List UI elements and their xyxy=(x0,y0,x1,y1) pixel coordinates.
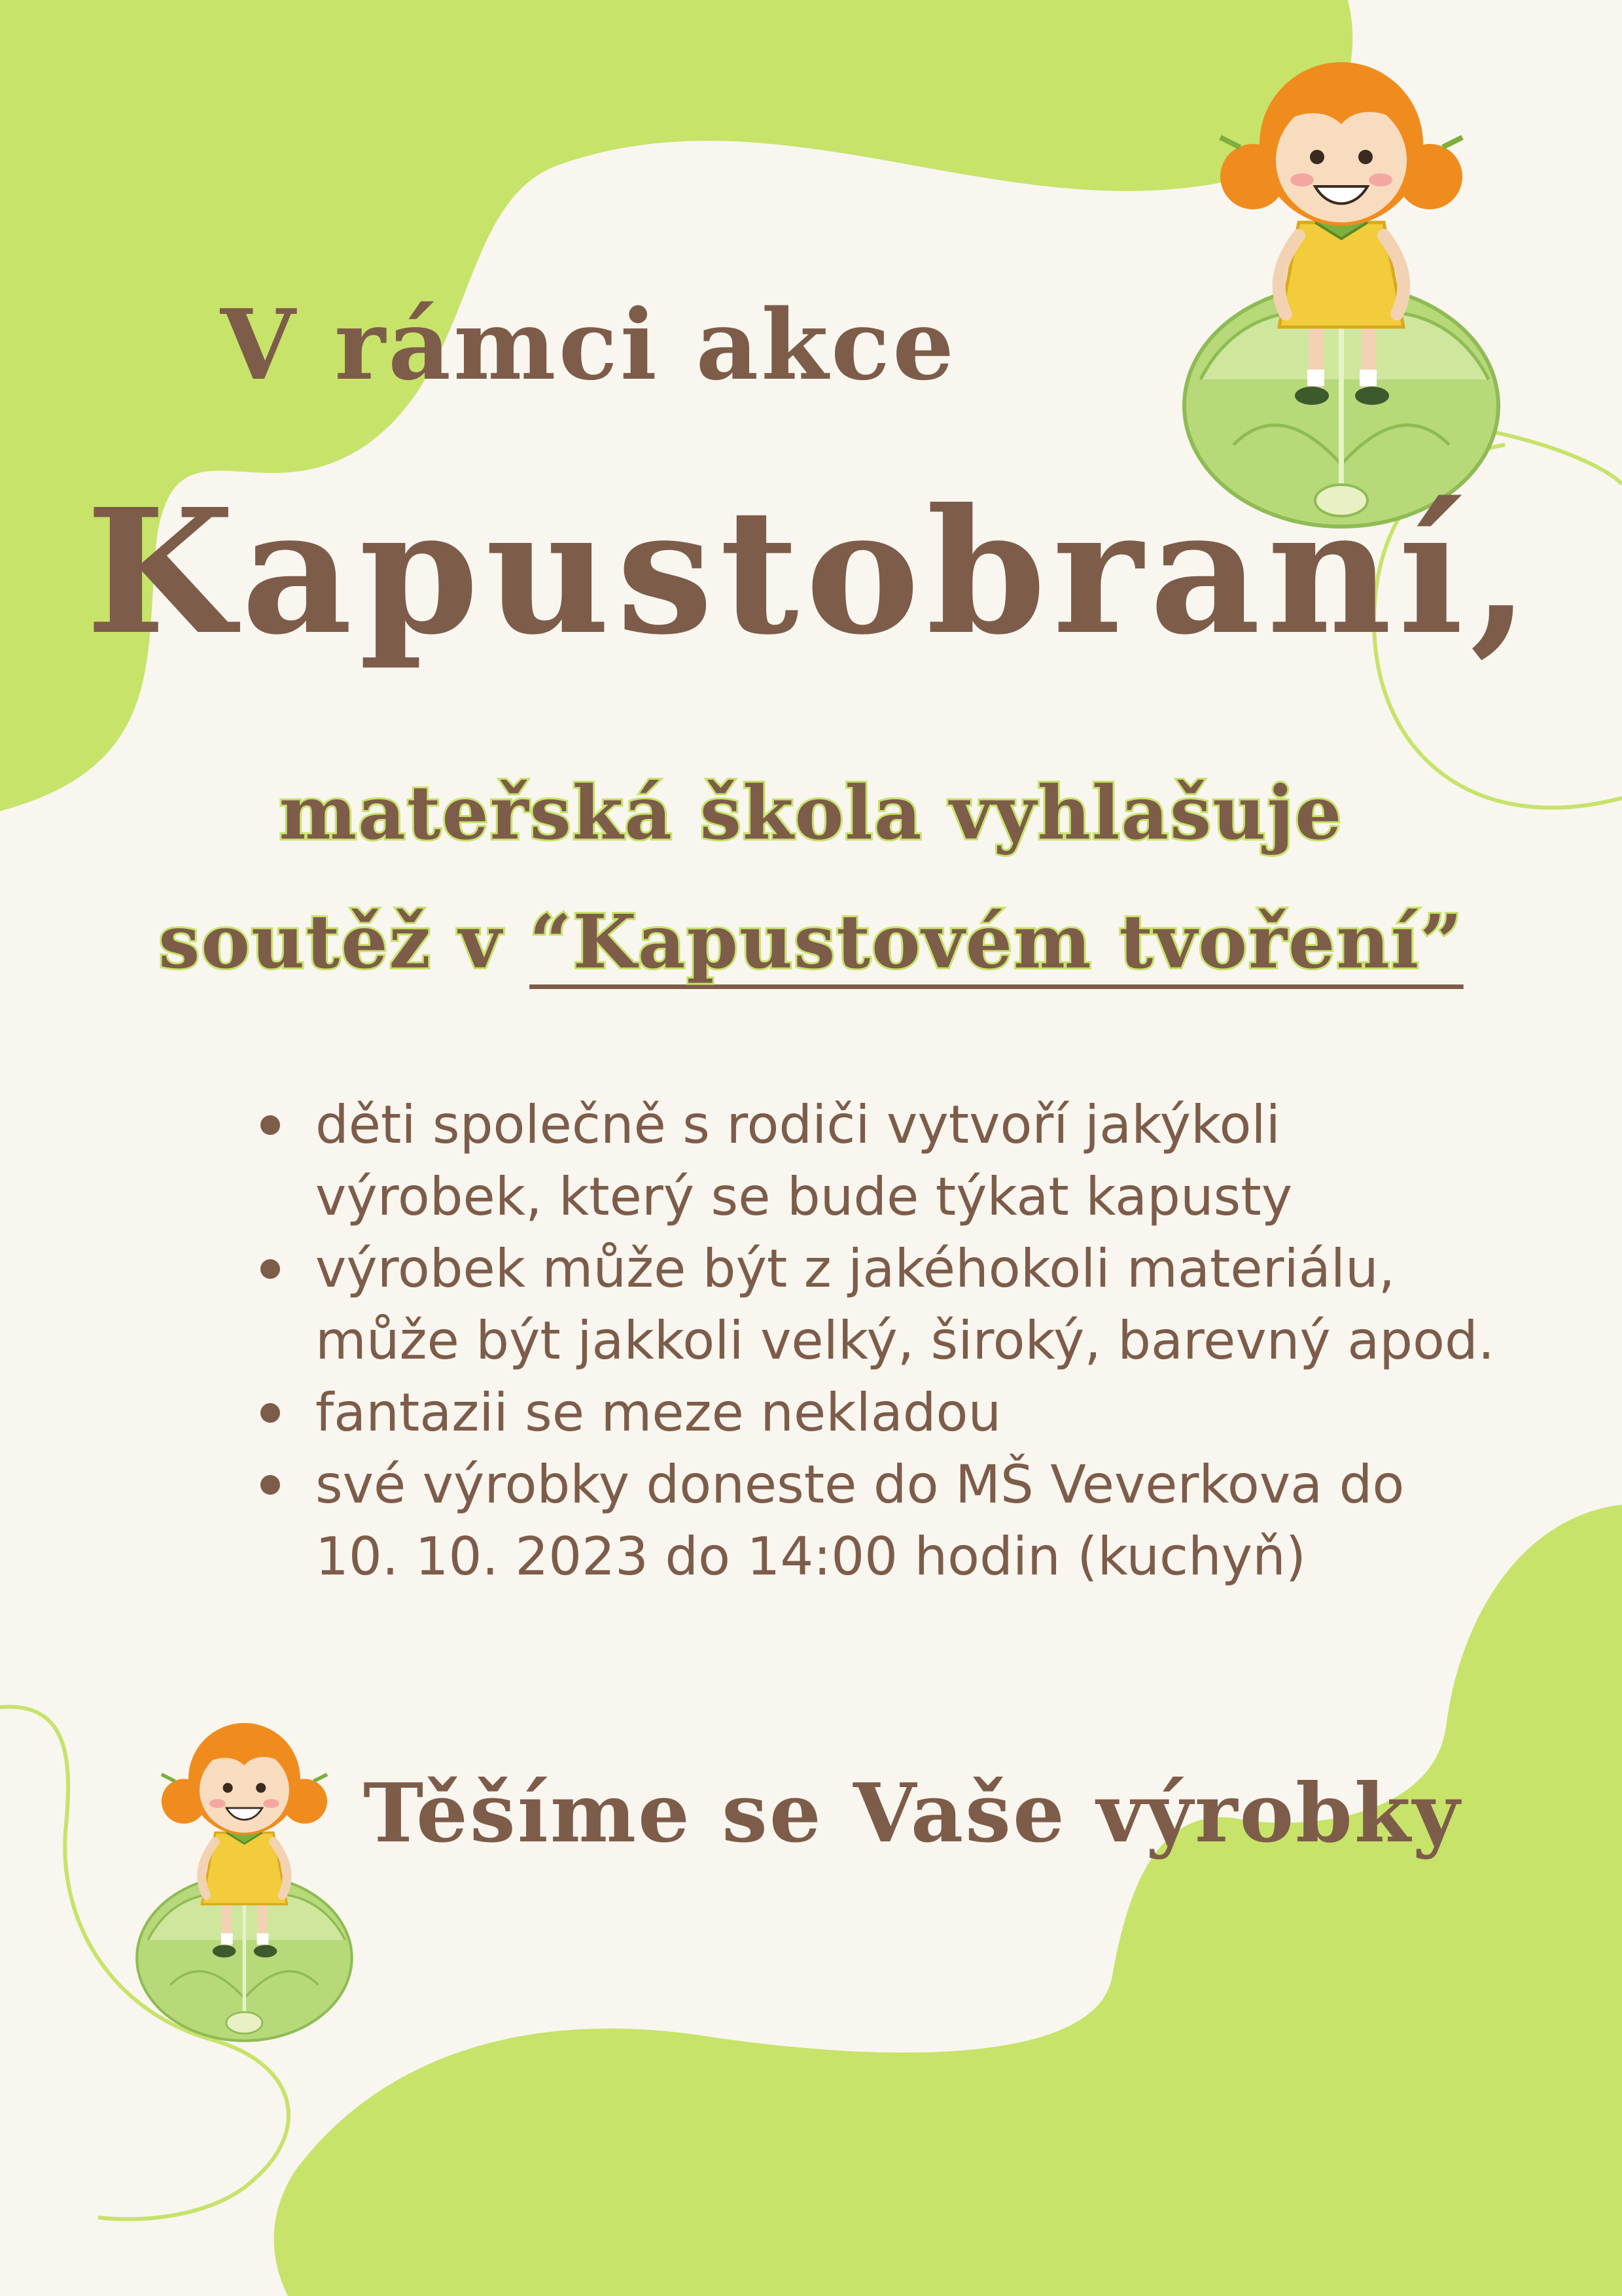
girl-on-cabbage-icon xyxy=(111,1707,373,2047)
subtitle-prefix: soutěž v xyxy=(158,899,530,985)
competition-name: “Kapustovém tvoření” xyxy=(529,899,1464,985)
list-item-text: výrobek může být z jakéhokoli materiálu, může být jakkoli velký, široký, barevný apod. xyxy=(315,1238,1495,1371)
bullet-dot xyxy=(260,1403,280,1423)
intro-text: V rámci akce xyxy=(220,288,957,402)
bullet-dot xyxy=(260,1475,280,1495)
top-left-blob xyxy=(0,0,1352,811)
list-item xyxy=(255,1089,1498,1233)
bottom-right-blob xyxy=(274,1505,1622,2296)
intro-heading xyxy=(0,288,1622,402)
subtitle-line-2 xyxy=(0,899,1622,985)
bullet-dot xyxy=(260,1115,280,1135)
rules-list xyxy=(255,1089,1498,1593)
list-item xyxy=(255,1449,1498,1593)
closing-text: Těšíme se Vaše výrobky xyxy=(363,1766,1462,1861)
list-item-text: děti společně s rodiči vytvoří jakýkoli výrobek, který se bude týkat kapusty xyxy=(315,1094,1293,1227)
list-item-text: své výrobky doneste do MŠ Veverkova do 10. 10. 2023 do 14:00 hodin (kuchyň) xyxy=(315,1454,1405,1587)
list-item xyxy=(255,1377,1498,1449)
list-item-text: fantazii se meze nekladou xyxy=(315,1382,1002,1443)
bullet-dot xyxy=(260,1259,280,1279)
page-title: Kapustobraní, xyxy=(86,471,1536,672)
list-item xyxy=(255,1233,1498,1377)
subtitle-line-1: mateřská škola vyhlašuje xyxy=(279,771,1343,856)
